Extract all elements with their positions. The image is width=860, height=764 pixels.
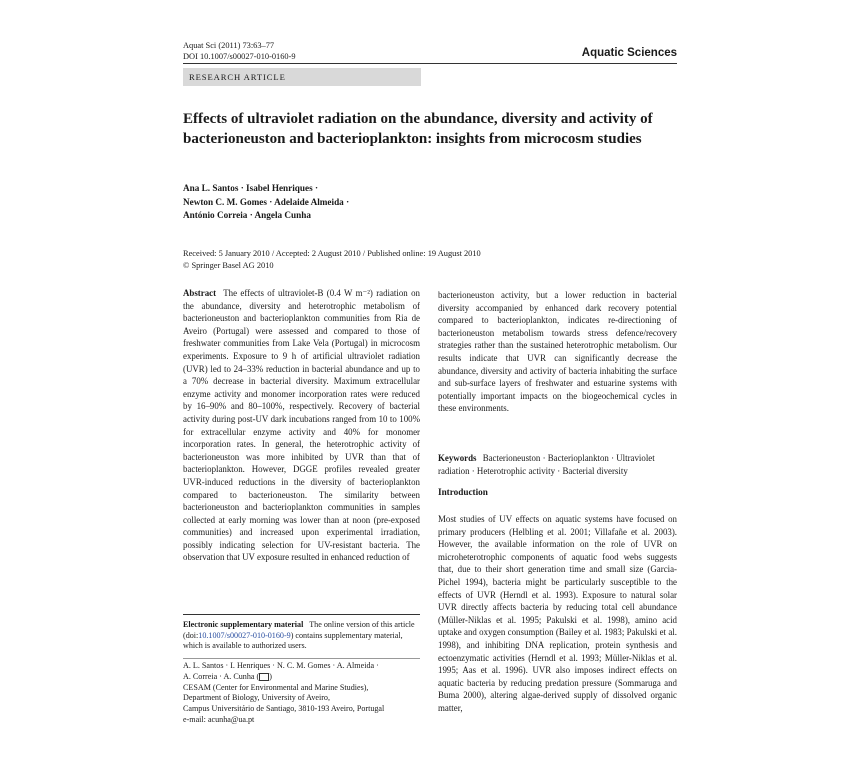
abstract-text: The effects of ultraviolet-B (0.4 W m⁻²) radiation on the abundance, diversity and heterotrophic metabolism of bacterioneuston and bacterioplankton communities from Ria de Aveiro (Portugal) were assessed and compared to those of freshwater communities from Lake Vela (Portugal) in microcosm experiments. Exposure to 9 h of artificial ultraviolet radiation (UVR) led to 24–33% reduction in bacterial abundance and up to a 70% decrease in bacterial diversity. Maximum extracellular enzyme activity and monomer incorporation rates were reduced by 16–90% and 80–100%, respectively. Recovery of bacterial activity during post-UV dark incubations ranged from 10 to 100% for extracellular enzyme activity and 40% for monomer incorporation rates. In general, the heterotrophic activity of bacterioneuston was more inhibited by UVR than that of bacterioplankton. However, DGGE profiles revealed greater UVR-induced reductions in the diversity of bacterioplankton compared to bacterioneuston. The similarity between bacterioneuston and bacterioplankton communities in samples collected at early morning was lower than at noon (pre-exposed communities) and increased upon experimental irradiation, possibly indicating selection for UV-resistant bacteria. The observation that UV exposure resulted in enhanced reduction of	[183, 288, 420, 563]
affiliation-authors-text: A. Correia · A. Cunha (	[183, 671, 260, 681]
history-line: Received: 5 January 2010 / Accepted: 2 August 2010 / Published online: 19 August 2010	[183, 249, 481, 258]
abstract-right-column: bacterioneuston activity, but a lower reduction in bacterial diversity accompanied by enhanced dark recovery potential compared to bacterioplankton, indicates re-directioning of bacterioneuston metabolism towards stress defence/recovery strategies rather than the sustained heterotrophic metabolism. Our results indicate that UVR can significantly decrease the abundance, diversity and activity of bacteria inhabiting the surface and sub-surface layers of freshwater and estuarine systems with potentially important impacts on the biogeochemical cycles in these environments.	[438, 290, 677, 414]
article-type-banner: RESEARCH ARTICLE	[183, 68, 421, 86]
footnote-rule	[183, 614, 420, 615]
abstract-left-column	[183, 287, 420, 564]
affiliation-rule	[183, 658, 420, 659]
envelope-icon	[259, 673, 269, 681]
affiliation-department: Department of Biology, University of Aveiro,	[183, 693, 331, 703]
affiliation-address: Campus Universitário de Santiago, 3810-193 Aveiro, Portugal	[183, 704, 385, 714]
author-line: Newton C. M. Gomes · Adelaide Almeida ·	[183, 196, 350, 207]
introduction-text: Most studies of UV effects on aquatic systems have focused on primary producers (Helbling et al. 2001; Villafañe et al. 2003). However, the available information on the role of UVR on microheterotrophic components of aquatic food webs suggests that, due to their short generation time and small size (Garcia-Pichel 1994), bacteria might be particularly susceptible to the effects of UVR (Herndl et al. 1993). Exposure to natural solar UVR directly affects bacteria by reducing total cell abundance (Müller-Niklas et al. 1995; Pakulski et al. 1998), amino acid uptake and oxygen consumption (Bailey et al. 1983; Pakulski et al. 1998), and inhibiting DNA replication, protein synthesis and ectoenzymatic activities (Herndl et al. 1993; Müller-Niklas et al. 1995; Aas et al. 1996). UVR also imposes indirect effects on aquatic bacteria by reducing predation pressure (Sommaruga and Buma 2000), altering algae-derived supply of dissolved organic matter,	[438, 514, 677, 713]
keywords-text: Bacterioneuston · Bacterioplankton · Ultraviolet radiation · Heterotrophic activity · Bacterial diversity	[438, 453, 655, 476]
copyright-line: © Springer Basel AG 2010	[183, 260, 274, 270]
header-rule	[183, 63, 677, 64]
affiliation-institution: CESAM (Center for Environmental and Marine Studies),	[183, 682, 369, 692]
journal-citation	[183, 40, 296, 62]
citation-line: Aquat Sci (2011) 73:63–77	[183, 41, 275, 50]
affiliation-authors-close: )	[269, 671, 272, 681]
esm-note	[183, 620, 420, 652]
publication-dates	[183, 248, 677, 271]
keywords-label: Keywords	[438, 453, 477, 463]
author-line: António Correia · Angela Cunha	[183, 210, 311, 220]
abstract-label: Abstract	[183, 288, 217, 298]
affiliation-authors: A. L. Santos · I. Henriques · N. C. M. Gomes · A. Almeida ·	[183, 661, 379, 670]
esm-text-before: The online version of this article (doi:	[183, 620, 415, 640]
esm-text-after: ) contains supplementary material, which is available to authorized users.	[183, 630, 403, 651]
author-list	[183, 182, 583, 223]
affiliation-email[interactable]: e-mail: acunha@ua.pt	[183, 714, 255, 724]
esm-label: Electronic supplementary material	[183, 620, 304, 629]
author-line: Ana L. Santos · Isabel Henriques ·	[183, 183, 319, 193]
doi-line: DOI 10.1007/s00027-010-0160-9	[183, 52, 296, 61]
affiliation-authors-2	[183, 672, 420, 683]
esm-doi-link[interactable]: 10.1007/s00027-010-0160-9	[198, 630, 291, 640]
affiliation-block	[183, 661, 420, 726]
journal-name: Aquatic Sciences	[581, 47, 677, 59]
article-title: Effects of ultraviolet radiation on the abundance, diversity and activity of bacterioneuston and bacterioplankton: insights from microcosm studies	[183, 111, 653, 147]
keywords-block	[438, 452, 677, 477]
introduction-heading: Introduction	[438, 487, 488, 497]
